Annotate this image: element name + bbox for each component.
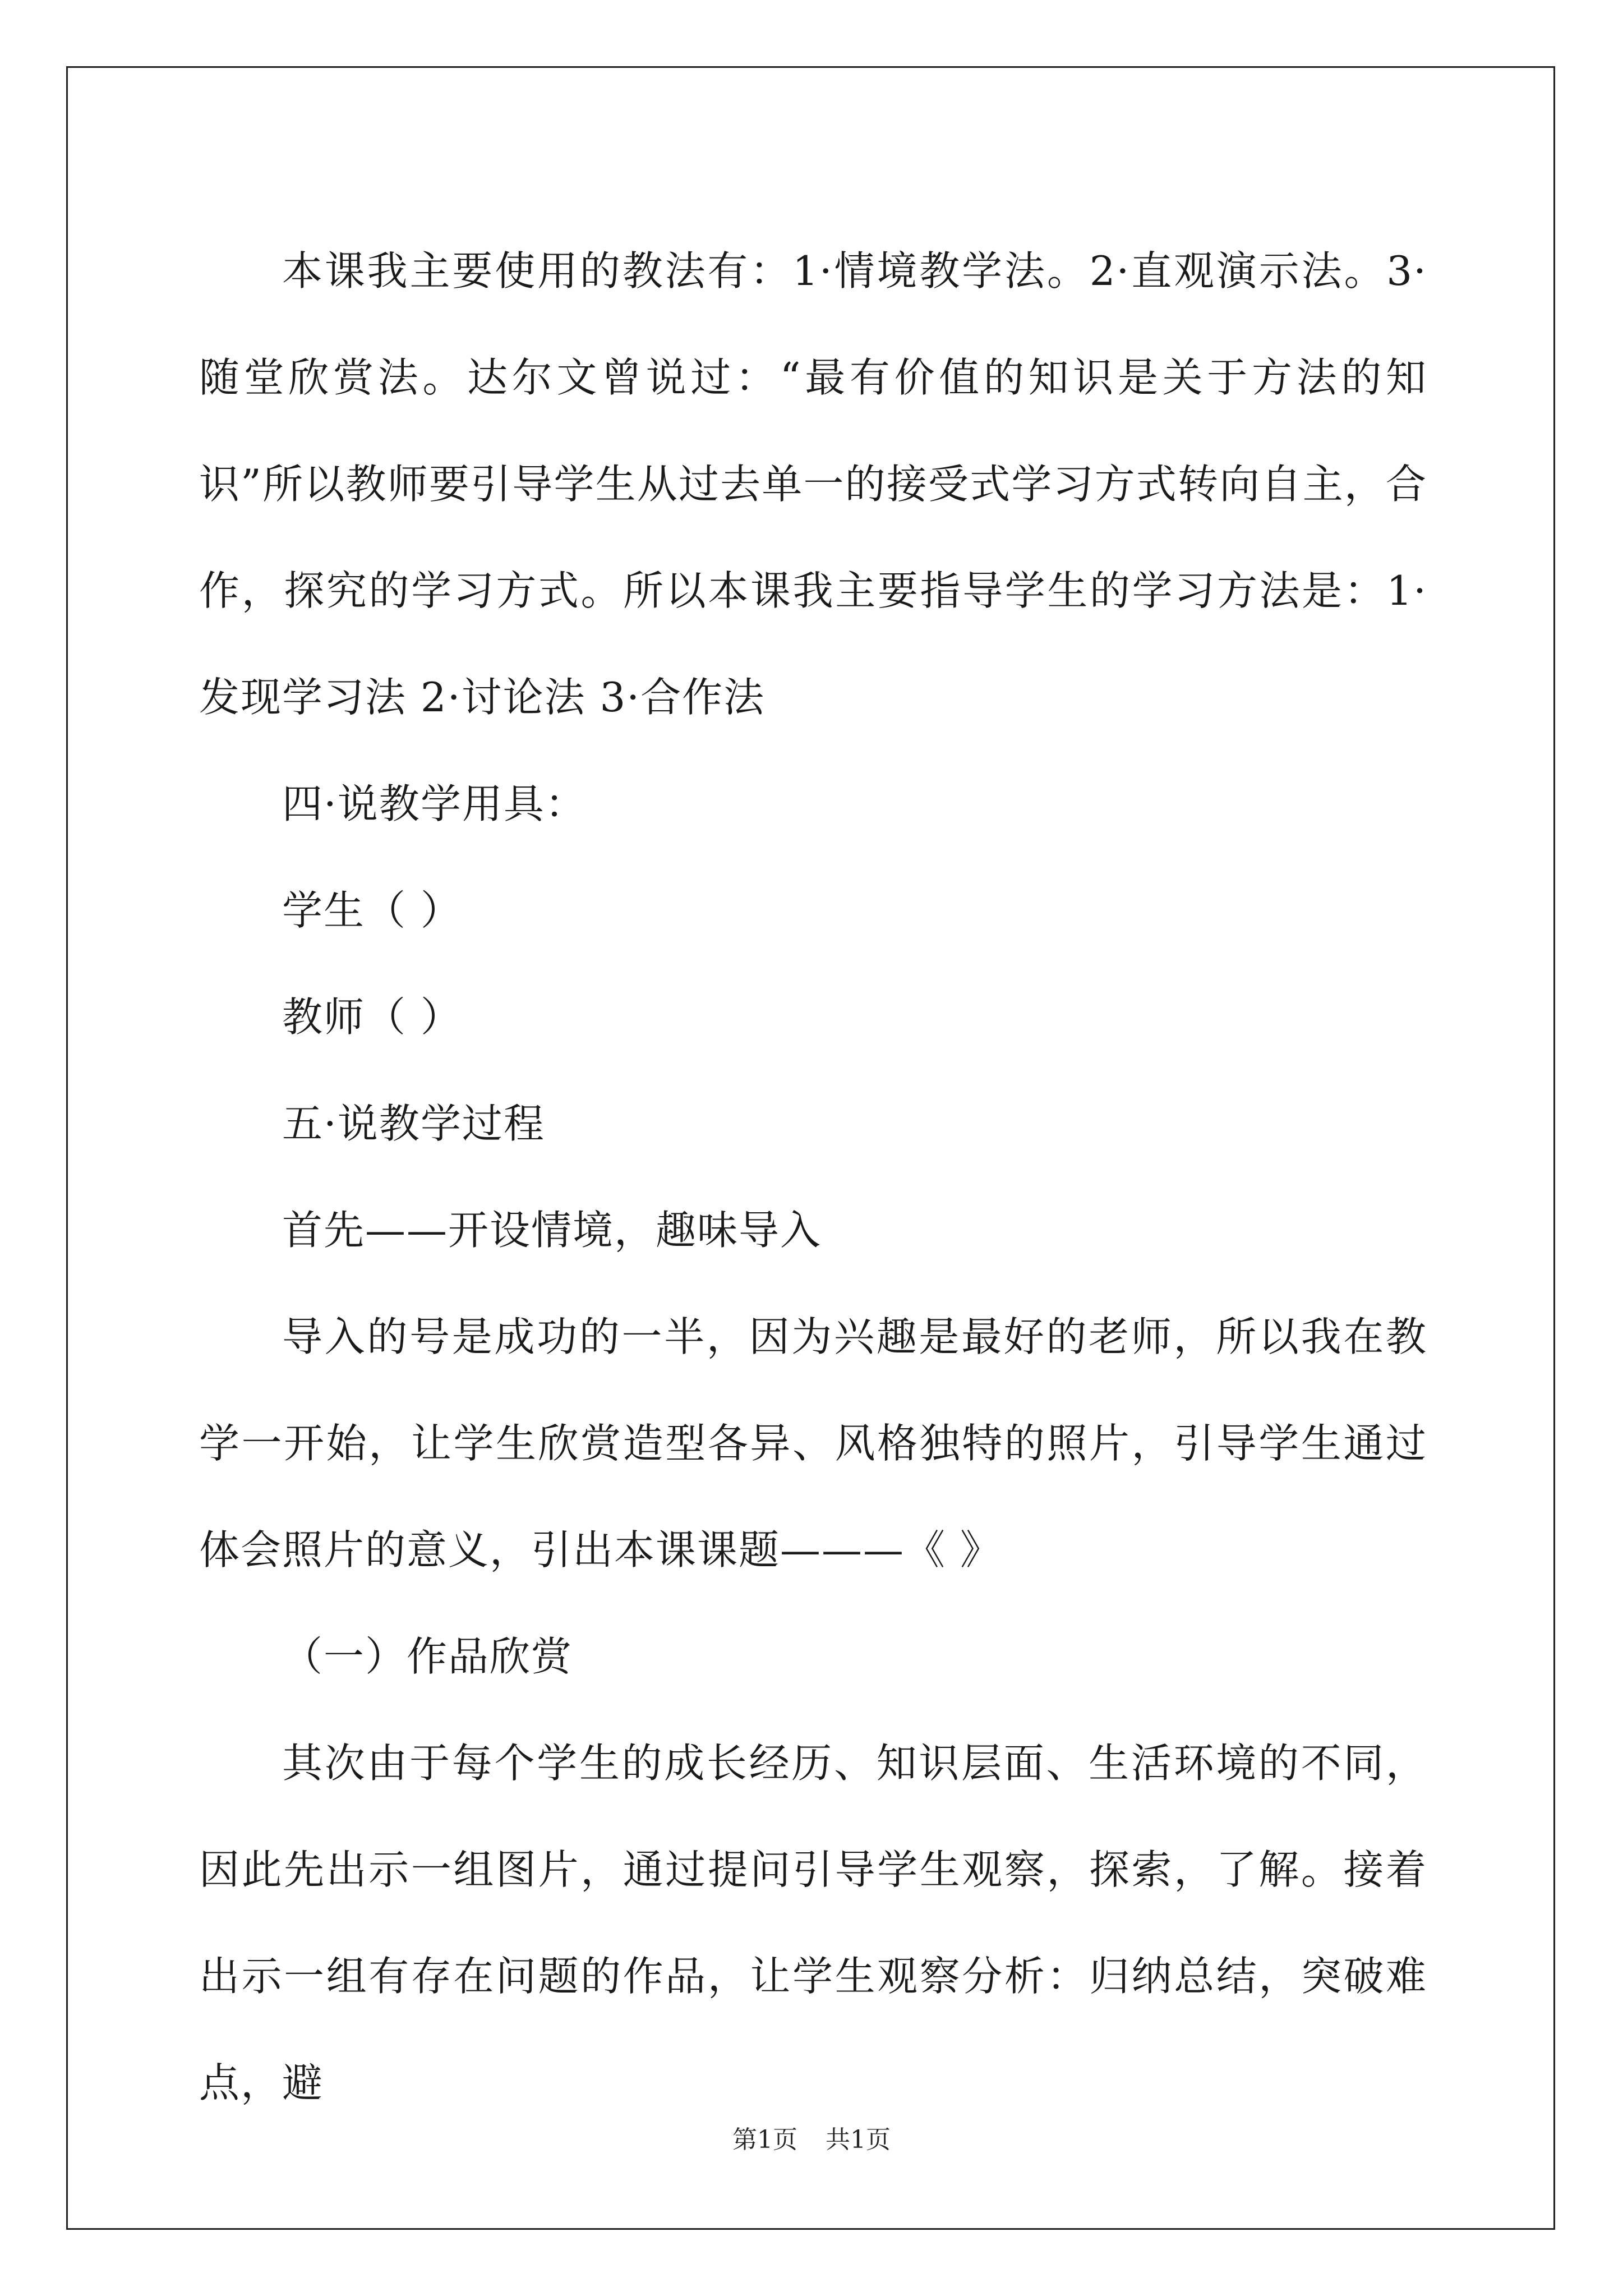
- page-number-total: 共1页: [826, 2125, 891, 2154]
- heading-works-appreciation: （一）作品欣赏: [282, 1633, 573, 1680]
- heading-teaching-tools: 四·说教学用具：: [282, 780, 587, 827]
- paragraph-next-step: 其次由于每个学生的成长经历、知识层面、生活环境的不同，因此先出示一组图片，通过提问引导学生观察，探索，了解。接着出示一组有存在问题的作品，让学生观察分析：归纳总结，突破难点，避: [199, 1740, 1427, 2106]
- paragraph-teaching-methods: 本课我主要使用的教法有：1·情境教学法。2·直观演示法。3·随堂欣赏法。达尔文曾说过：“最有价值的知识是关于方法的知识”所以教师要引导学生从过去单一的接受式学习方式转向自主，合作，探究的学习方式。所以本课我主要指导学生的学习方法是：1·发现学习法 2·讨论法 3·合作法: [199, 247, 1427, 721]
- paragraph-first-step: 首先——开设情境，趣味导入: [282, 1207, 822, 1254]
- paragraph-teacher-tools: 教师（ ）: [282, 993, 462, 1041]
- paragraph-student-tools: 学生（ ）: [282, 887, 462, 934]
- page-footer: [0, 2123, 1623, 2157]
- page-number-current: 第1页: [732, 2125, 797, 2154]
- heading-teaching-process: 五·说教学过程: [282, 1100, 545, 1147]
- document-body: [199, 218, 1427, 2136]
- paragraph-introduction: 导入的号是成功的一半，因为兴趣是最好的老师，所以我在教学一开始，让学生欣赏造型各异、风格独特的照片，引导学生通过体会照片的意义，引出本课课题———《 》: [199, 1313, 1427, 1573]
